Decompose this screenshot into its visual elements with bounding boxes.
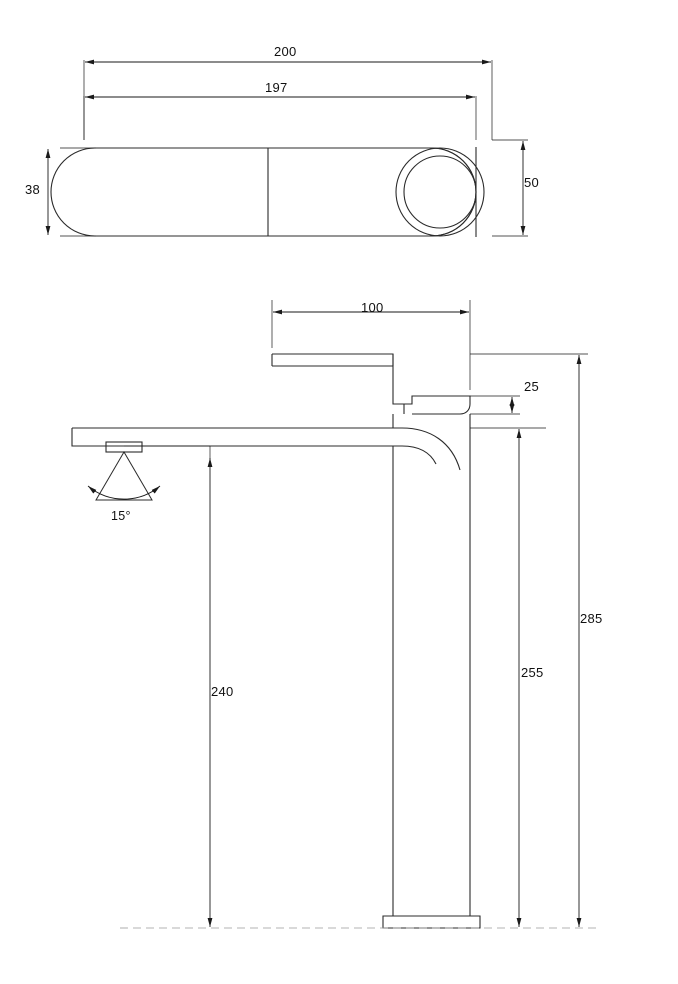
front-view-geometry: [72, 354, 480, 928]
front-view-extension-lines: [124, 300, 588, 460]
spray-cone: [96, 452, 152, 500]
dimension-label-197: 197: [265, 80, 288, 95]
dimension-label-100: 100: [361, 300, 384, 315]
dimension-label-285: 285: [580, 611, 603, 626]
top-view-geometry: [51, 147, 484, 237]
dimension-label-25: 25: [524, 379, 540, 394]
angle-arc: [88, 486, 160, 499]
dimension-label-240: 240: [211, 684, 234, 699]
dimension-label-38: 38: [25, 182, 41, 197]
dimension-label-255: 255: [521, 665, 544, 680]
dimension-label-200: 200: [274, 44, 297, 59]
dimension-label-50: 50: [524, 175, 540, 190]
dimension-label-angle-15: 15°: [111, 509, 131, 523]
